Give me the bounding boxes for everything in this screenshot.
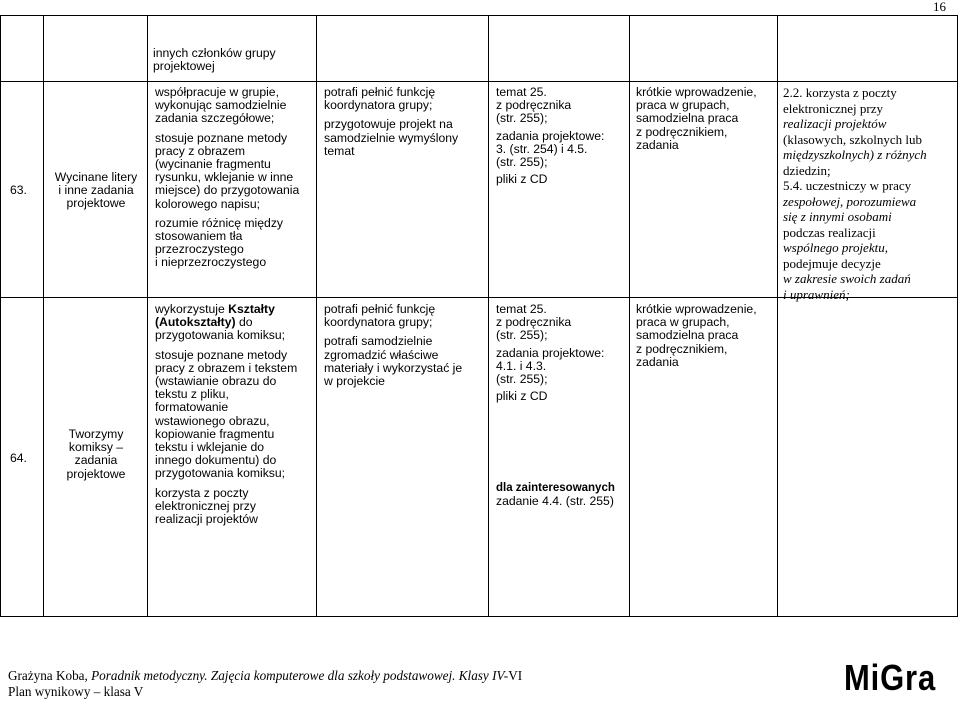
teaching-methods: krótkie wprowadzenie, praca w grupach, samodzielna praca z podręcznikiem, zadania [636, 85, 757, 152]
footer-title: Poradnik metodyczny. Zajęcia komputerowe dla szkoły podstawowej. Klasy IV- [91, 668, 509, 683]
page-footer: Grażyna Koba, Poradnik metodyczny. Zajęcia komputerowe dla szkoły podstawowej. Klasy IV-VI Plan wynikowy – klasa V [8, 668, 523, 699]
lesson-topic: Tworzymy komiksy – zadania projektowe [66, 427, 126, 481]
basic-skills: wykorzystuje Kształty (Autokształty) do przygotowania komiksu; stosuje poznane metody pracy z obrazem i tekstem (wstawianie obrazu do tekstu z pliku, formatowanie wstawionego obrazu, kopiowanie fragmentu tekstu i wklejanie do innego dokumentu) do przygotowania komiksu; korzysta z poczty elektronicznej przy realizacji projektów [155, 302, 298, 527]
page-number: 16 [933, 0, 946, 14]
teaching-materials: temat 25. z podręcznika (str. 255); zadania projektowe: 3. (str. 254) i 4.5. (str. 255); pliki z CD [496, 85, 605, 187]
lesson-number: 64. [10, 451, 27, 465]
lesson-number: 63. [10, 183, 27, 197]
extended-skills: potrafi pełnić funkcję koordynatora grupy; przygotowuje projekt na samodzielnie wymyślony temat [324, 85, 459, 158]
publisher-logo: MiGra [844, 657, 937, 698]
teaching-materials: temat 25. z podręcznika (str. 255); zadania projektowe: 4.1. i 4.3. (str. 255); pliki z CD [496, 302, 605, 404]
footer-author: Grażyna Koba, [8, 668, 92, 683]
extended-skills: potrafi pełnić funkcję koordynatora grupy; potrafi samodzielnie zgromadzić właściwe materiały i wykorzystać je w projekcie [324, 302, 463, 389]
optional-task: dla zainteresowanych zadanie 4.4. (str. 255) [496, 482, 615, 509]
lesson-topic: Wycinane litery i inne zadania projektowe [54, 170, 138, 211]
footer-plan: Plan wynikowy – klasa V [8, 684, 144, 699]
curriculum-references: 2.2. korzysta z poczty elektronicznej przy realizacji projektów (klasowych, szkolnych lub międzyszkolnych) z różnych dziedzin; 5.4. uczestniczy w pracy zespołowej, porozumiewa się z innymi osobami podczas realizacji wspólnego projektu, podejmuje decyzje w zakresie swoich zadań i uprawnień; [783, 85, 927, 302]
basic-skills: współpracuje w grupie, wykonując samodzielnie zadania szczegółowe; stosuje poznane metody pracy z obrazem (wycinanie fragmentu rysunku, wklejanie w inne miejsce) do przygotowania kolorowego napisu; rozumie różnicę między stosowaniem tła przezroczystego i nieprzezroczystego [155, 85, 300, 270]
teaching-methods: krótkie wprowadzenie, praca w grupach, samodzielna praca z podręcznikiem, zadania [636, 302, 757, 369]
carryover-text: innych członków grupy projektowej [153, 46, 276, 74]
